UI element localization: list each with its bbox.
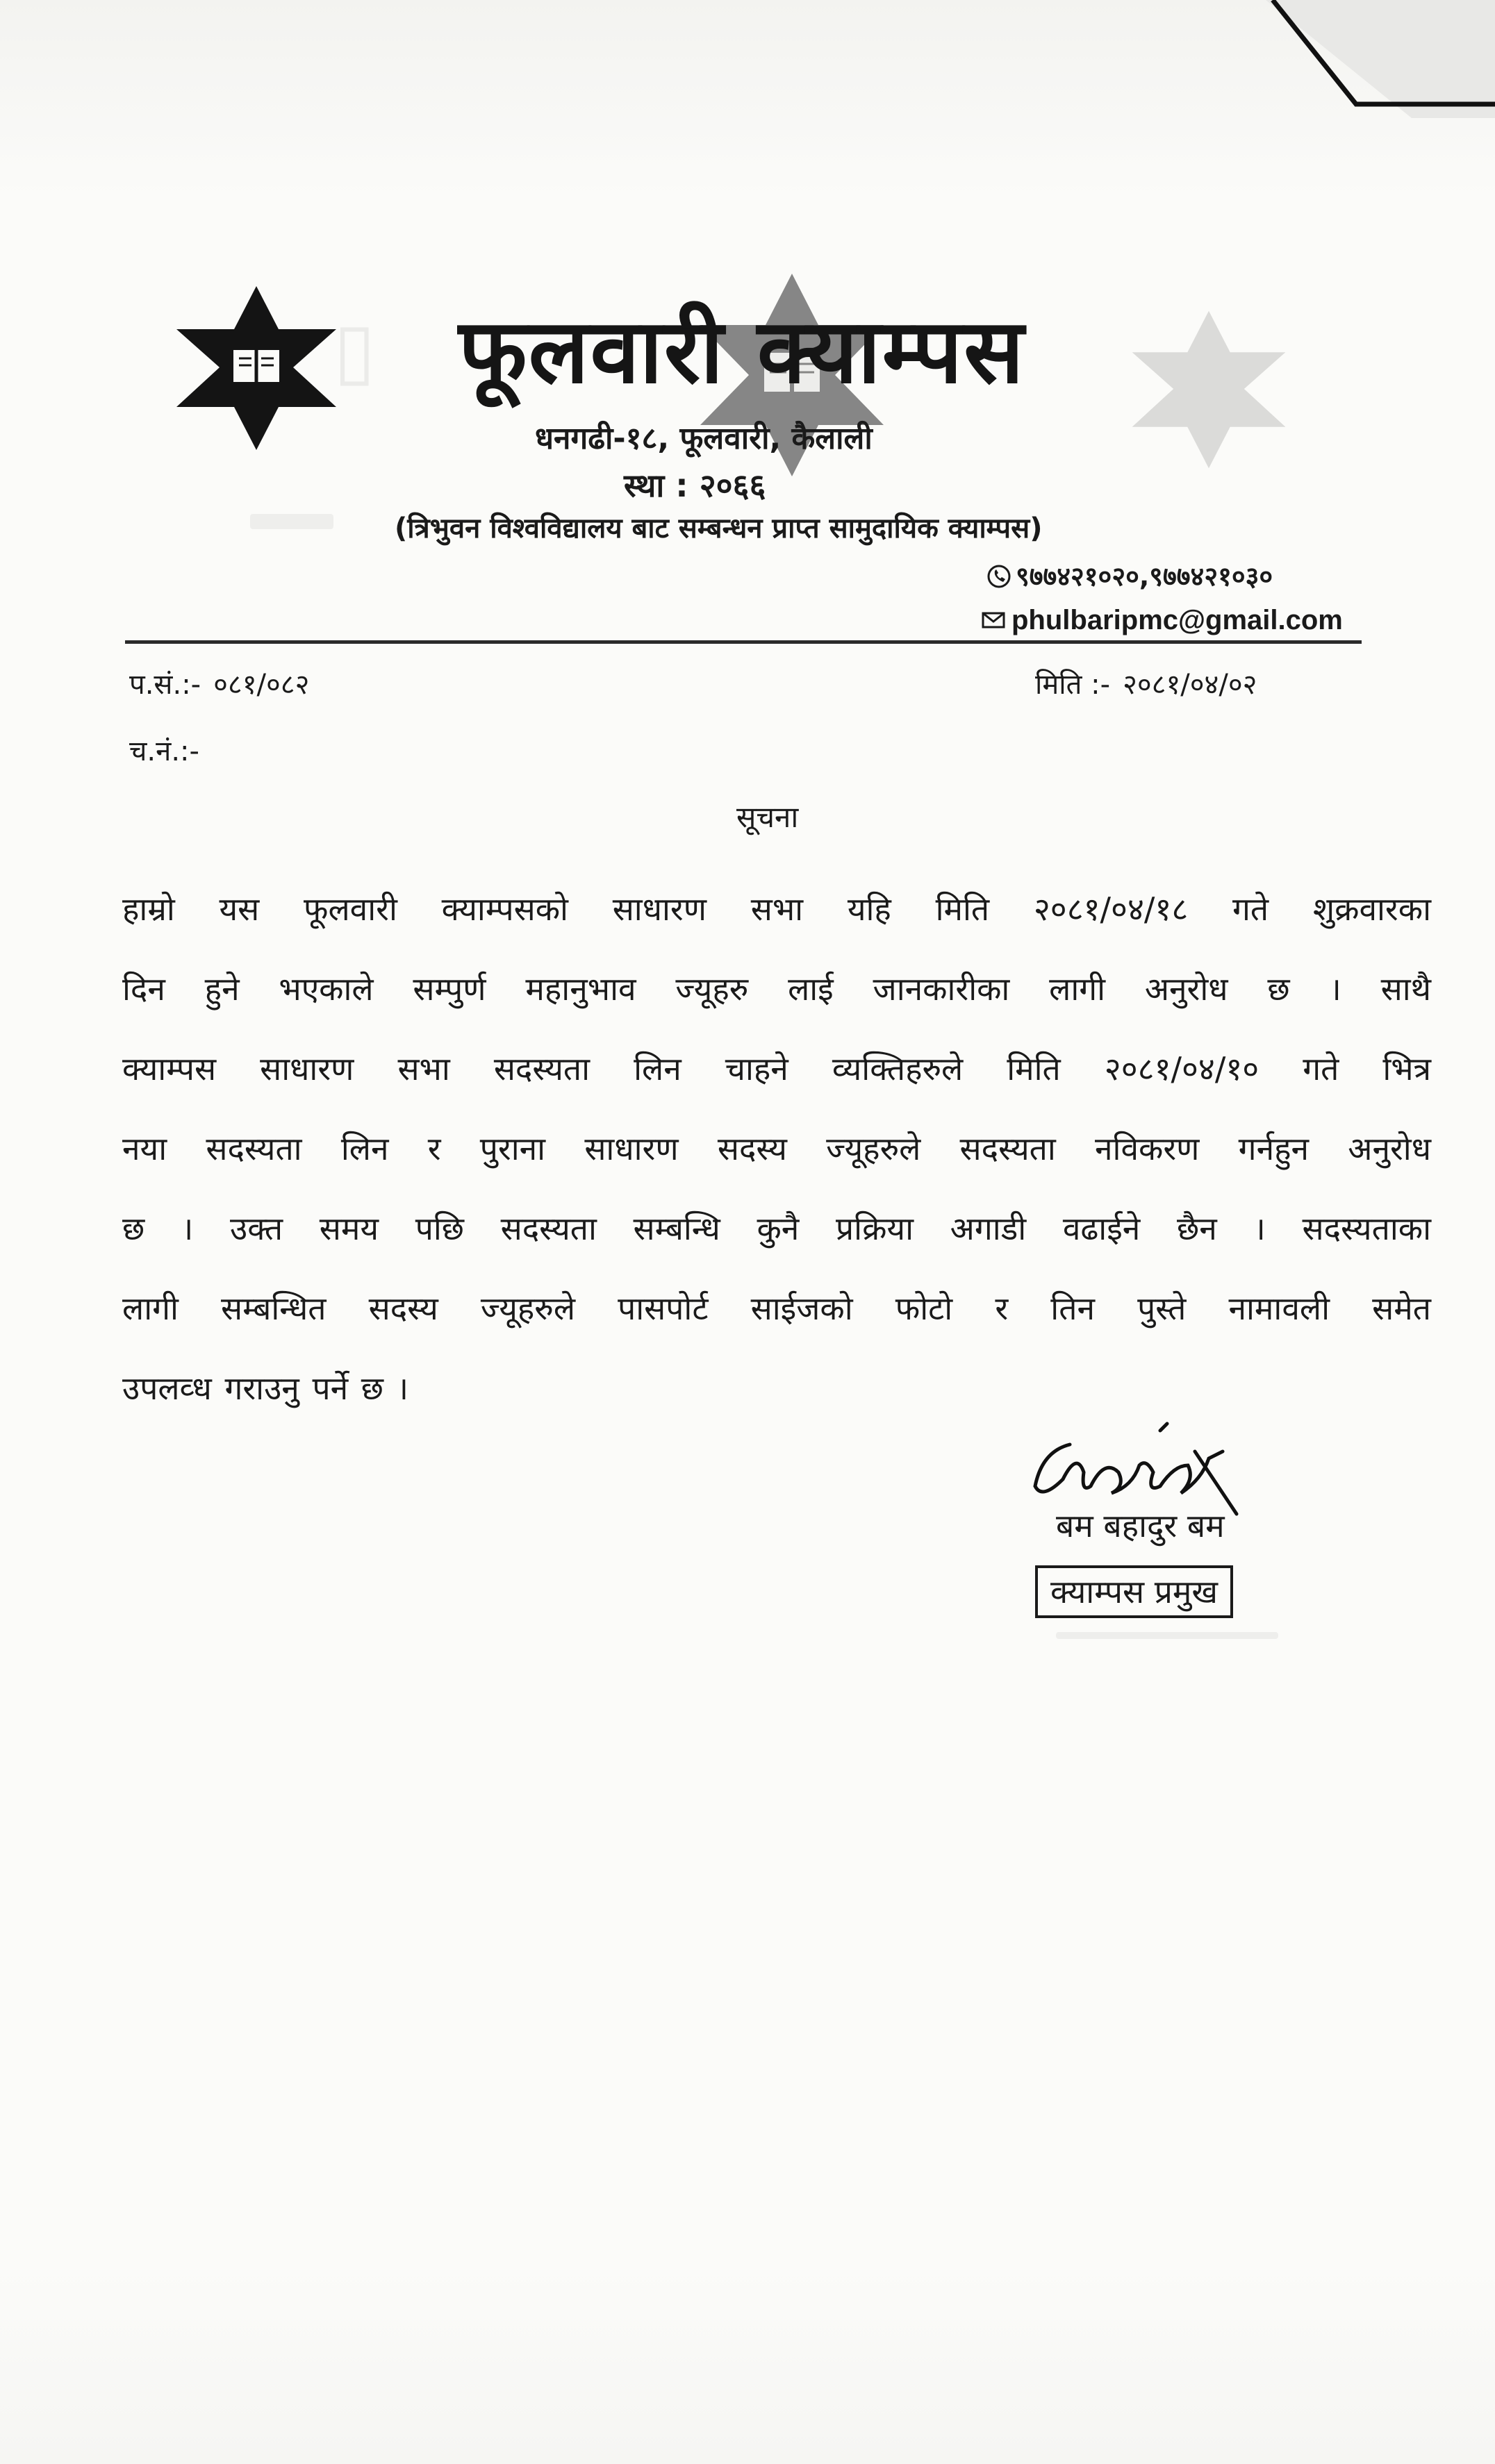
campus-logo-left-icon: [170, 281, 343, 454]
dispatch-label: च.नं.:-: [129, 735, 199, 767]
notice-line: हाम्रो यस फूलवारी क्याम्पसको साधारण सभा यहि मिति २०८१/०४/१८ गते शुक्रवारका: [122, 890, 1431, 928]
phone-icon: [986, 564, 1011, 589]
campus-name-title: फूलवारी क्याम्पस: [459, 300, 1025, 403]
notice-body: [122, 869, 1431, 1429]
faint-smudge: [250, 514, 333, 529]
notice-line: उपलव्ध गराउनु पर्ने छ ।: [122, 1370, 409, 1407]
reference-label: प.सं.:-: [129, 669, 201, 701]
notice-line: लागी सम्बन्धित सदस्य ज्यूहरुले पासपोर्ट साईजको फोटो र तिन पुस्ते नामावली समेत: [122, 1290, 1431, 1327]
affiliation-line: (त्रिभुवन विश्वविद्यालय बाट सम्बन्धन प्राप्त सामुदायिक क्याम्पस): [395, 513, 1043, 544]
established-year: स्था : २०६६: [624, 467, 766, 504]
handwritten-signature: [1021, 1403, 1271, 1521]
campus-address: धनगढी-१८, फूलवारी, कैलाली: [535, 421, 873, 456]
page-corner-fold: [1266, 0, 1495, 118]
notice-line: क्याम्पस साधारण सभा सदस्यता लिन चाहने व्यक्तिहरुले मिति २०८१/०४/१० गते भित्र: [122, 1050, 1431, 1088]
notice-line: नया सदस्यता लिन र पुराना साधारण सदस्य ज्यूहरुले सदस्यता नविकरण गर्नहुन अनुरोध: [122, 1130, 1431, 1167]
signatory-name: बम बहादुर बम: [1056, 1507, 1225, 1545]
date-value: २०८१/०४/०२: [1123, 669, 1257, 701]
mail-icon: [981, 608, 1006, 633]
dispatch-number: [129, 733, 199, 769]
reference-number: [129, 667, 309, 703]
faint-smudge: [1056, 1632, 1278, 1639]
date-label: मिति :-: [1035, 669, 1111, 701]
reference-value: ०८१/०८२: [213, 669, 310, 701]
letter-date: [1035, 667, 1257, 703]
signatory-designation-stamp: क्याम्पस प्रमुख: [1035, 1565, 1233, 1618]
letterhead-divider: [125, 640, 1362, 644]
phone-numbers: ९७७४२१०२०,९७७४२१०३०: [1016, 561, 1273, 592]
contact-email: [981, 603, 1343, 638]
email-address: phulbaripmc@gmail.com: [1011, 605, 1343, 635]
notice-heading: सूचना: [736, 800, 799, 834]
ghost-print-artifact: ▯: [333, 306, 376, 394]
contact-phone: [986, 560, 1273, 593]
faint-emblem-icon: [1125, 306, 1292, 472]
notice-line: छ । उक्त समय पछि सदस्यता सम्बन्धि कुनै प्रक्रिया अगाडी वढाईने छैन । सदस्यताका: [122, 1210, 1431, 1247]
notice-line: दिन हुने भएकाले सम्पुर्ण महानुभाव ज्यूहरु लाई जानकारीका लागी अनुरोध छ । साथै: [122, 970, 1431, 1008]
